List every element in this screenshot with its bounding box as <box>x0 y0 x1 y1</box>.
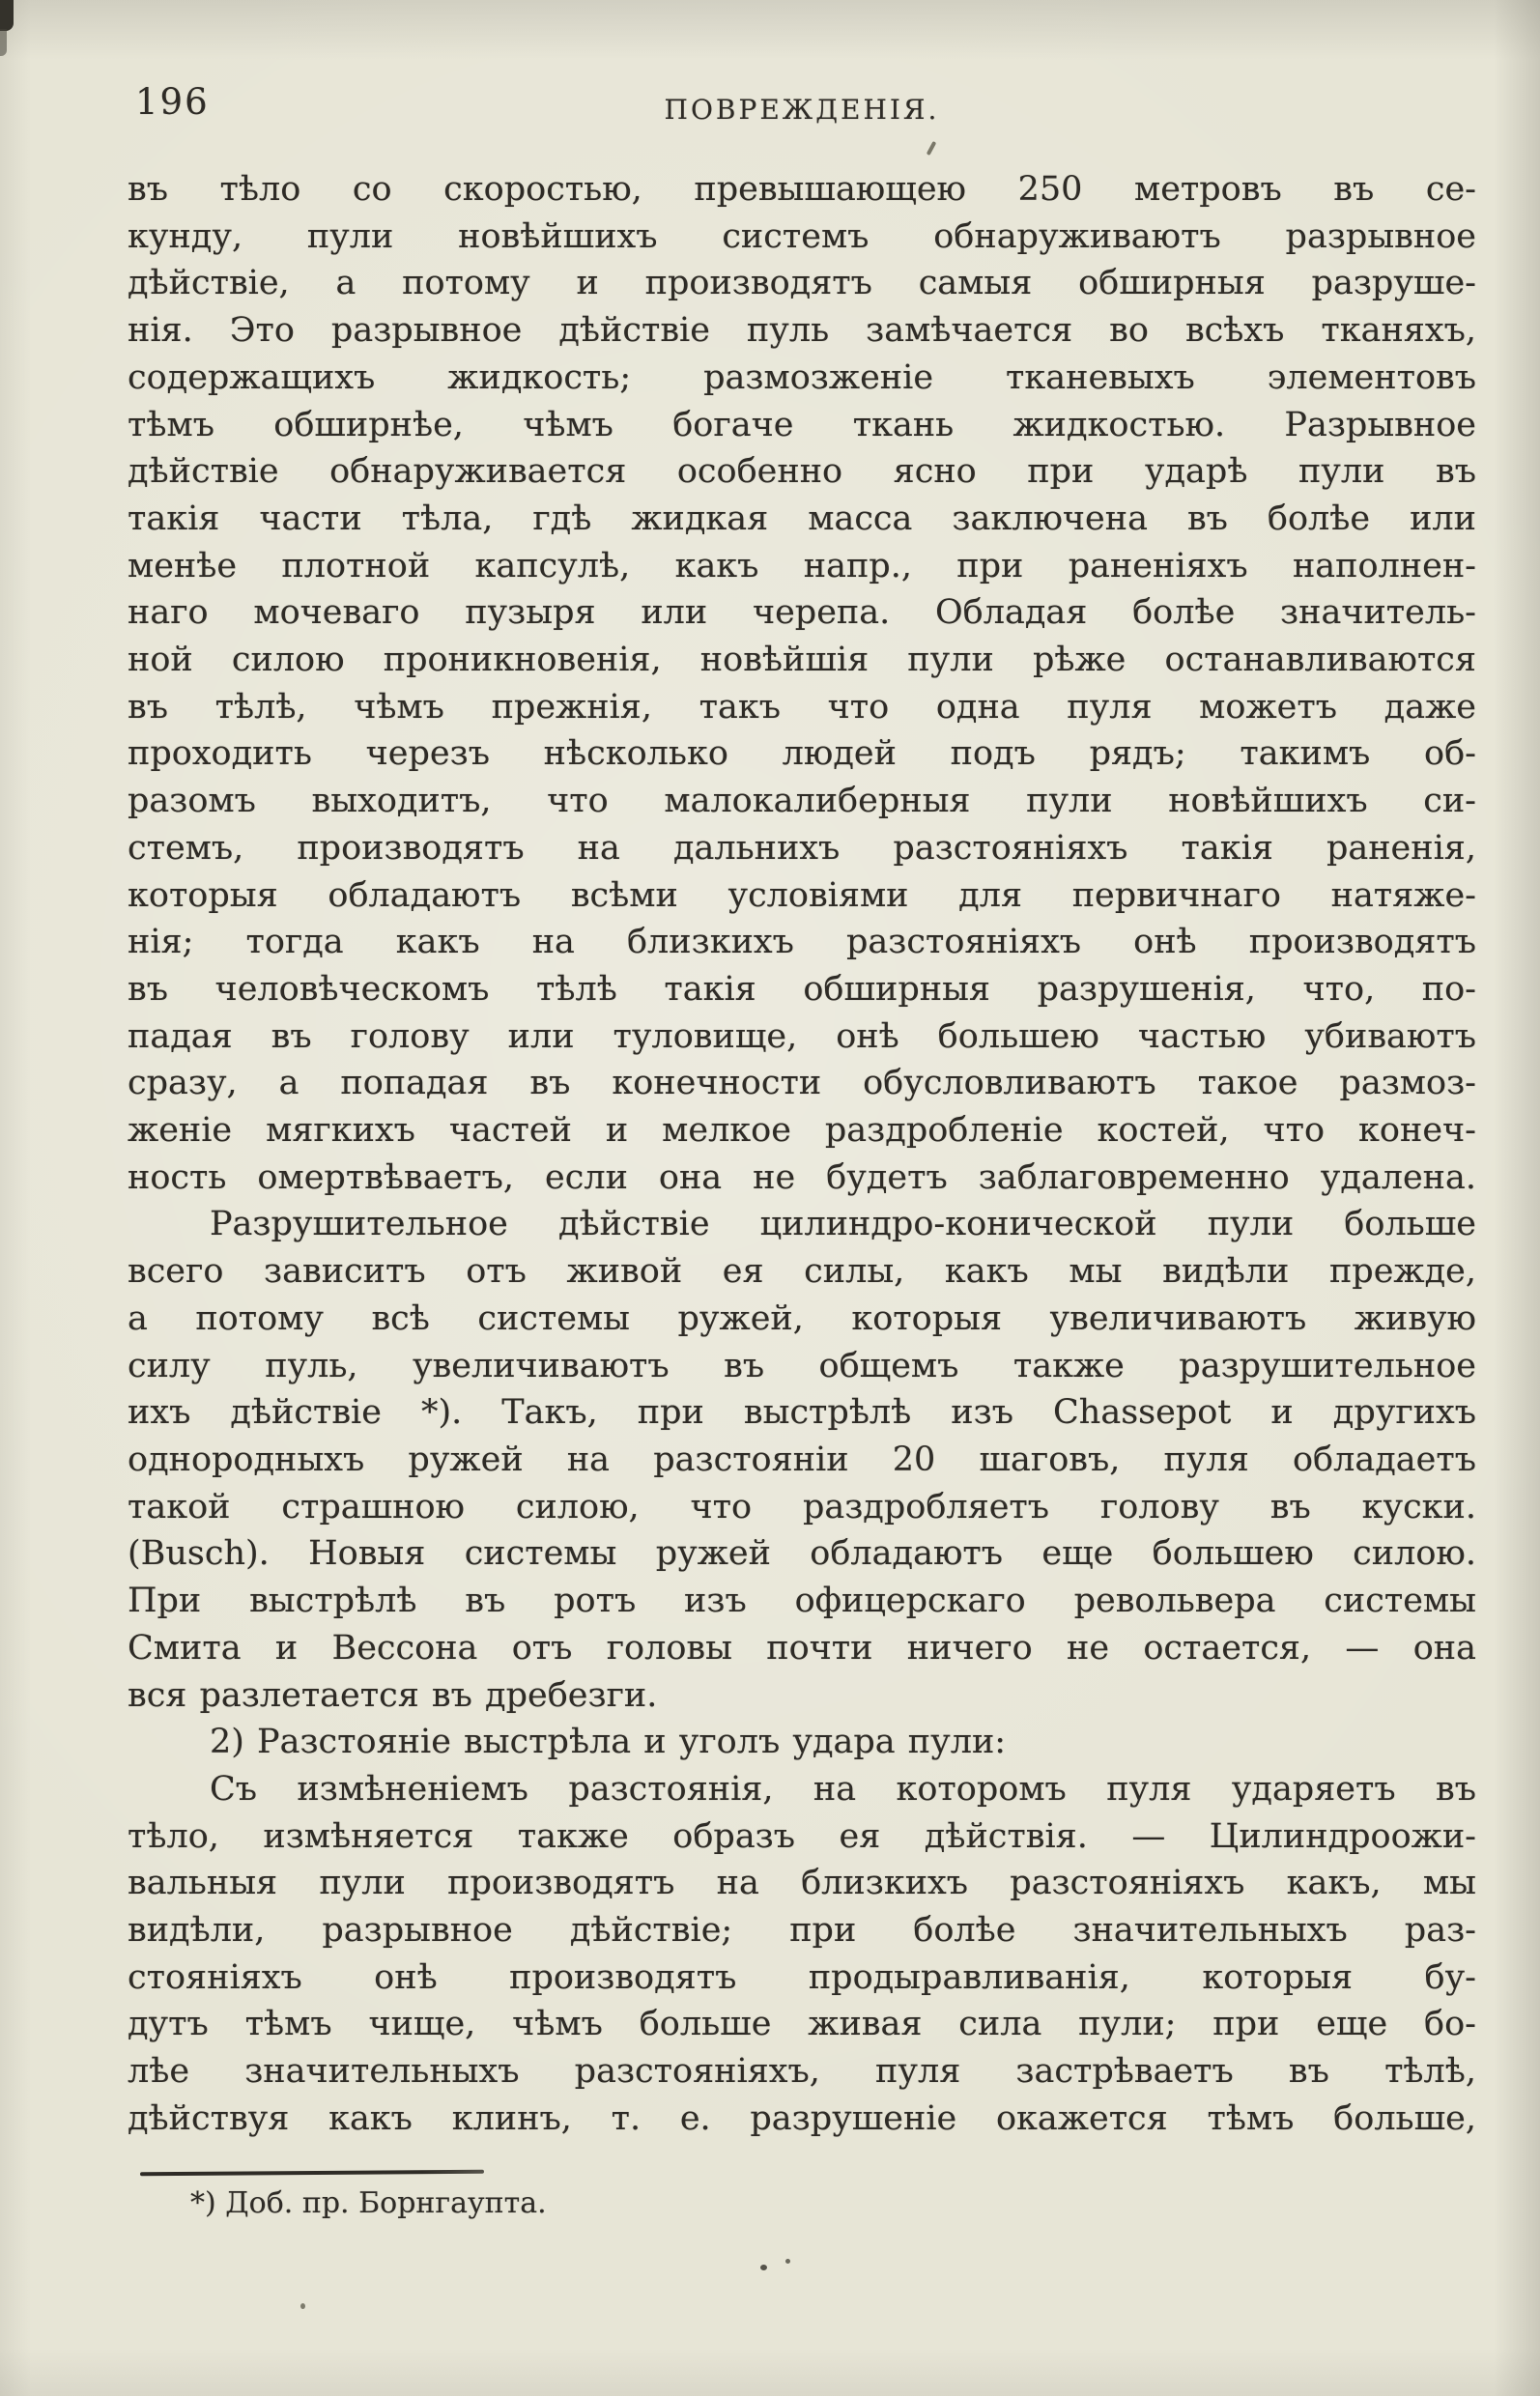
text-line: дѣйствіе обнаруживается особенно ясно при ударѣ пули въ <box>128 452 1476 492</box>
text-line: содержащихъ жидкость; размозженіе тканевыхъ элементовъ <box>128 357 1476 397</box>
text-line: При выстрѣлѣ въ ротъ изъ офицерскаго револьвера системы <box>128 1582 1476 1621</box>
text-line: въ тѣлѣ, чѣмъ прежнія, такъ что одна пуля можетъ даже <box>128 687 1476 727</box>
text-line: падая въ голову или туловище, онѣ большею частью убиваютъ <box>128 1016 1476 1056</box>
text-line: тѣло, измѣняется также образъ ея дѣйствія. — Цилиндроожи- <box>128 1816 1476 1856</box>
text-line: женіе мягкихъ частей и мелкое раздробленіе костей, что конеч- <box>128 1111 1476 1151</box>
text-line: Разрушительное дѣйствіе цилиндро-конической пули больше <box>210 1205 1476 1244</box>
text-line: наго мочеваго пузыря или черепа. Обладая болѣе значитель- <box>128 593 1476 633</box>
text-line: тѣмъ обширнѣе, чѣмъ богаче ткань жидкостью. Разрывное <box>128 405 1476 444</box>
text-line: вся разлетается въ дребезги. <box>128 1675 658 1715</box>
text-line: дѣйствуя какъ клинъ, т. е. разрушеніе окажется тѣмъ больше, <box>128 2098 1476 2138</box>
text-line: которыя обладаютъ всѣми условіями для первичнаго натяже- <box>128 875 1476 915</box>
text-line: нія. Это разрывное дѣйствіе пуль замѣчается во всѣхъ тканяхъ, <box>128 311 1476 351</box>
text-line: ной силою проникновенія, новѣйшія пули рѣже останавливаются <box>128 641 1476 680</box>
text-line: Съ измѣненіемъ разстоянія, на которомъ пуля ударяетъ въ <box>210 1769 1476 1809</box>
text-line: дѣйствіе, а потому и производятъ самыя обширныя разруше- <box>128 264 1476 303</box>
text-line: Смита и Вессона отъ головы почти ничего не остается, — она <box>128 1628 1476 1668</box>
text-line: стояніяхъ онѣ производятъ продыравливанія, которыя бу- <box>128 1957 1476 1997</box>
text-line: разомъ выходитъ, что малокалиберныя пули новѣйшихъ си- <box>128 782 1476 821</box>
scan-artifact-corner <box>0 0 14 31</box>
text-line: нія; тогда какъ на близкихъ разстояніяхъ онѣ производятъ <box>128 923 1476 962</box>
text-line: ихъ дѣйствіе *). Такъ, при выстрѣлѣ изъ Chassepot и другихъ <box>128 1393 1476 1433</box>
footnote: *) Доб. пр. Борнгаупта. <box>190 2186 547 2220</box>
text-line: проходить черезъ нѣсколько людей подъ рядъ; такимъ об- <box>128 734 1476 774</box>
scan-speck <box>300 2303 305 2309</box>
text-line: такой страшною силою, что раздробляетъ голову въ куски. <box>128 1487 1476 1526</box>
running-head: ПОВРЕЖДЕНІЯ. <box>664 94 940 126</box>
scan-artifact-corner-tail <box>0 29 7 56</box>
text-line: однородныхъ ружей на разстояніи 20 шаговъ, пуля обладаетъ <box>128 1440 1476 1479</box>
page-number: 196 <box>135 81 210 123</box>
text-line: (Busch). Новыя системы ружей обладаютъ еще большею силою. <box>128 1534 1476 1574</box>
scan-speck <box>785 2259 790 2264</box>
text-line: лѣе значительныхъ разстояніяхъ, пуля застрѣваетъ въ тѣлѣ, <box>128 2052 1476 2092</box>
text-line: ность омертвѣваетъ, если она не будетъ заблаговременно удалена. <box>128 1157 1476 1197</box>
text-line: силу пуль, увеличиваютъ въ общемъ также разрушительное <box>128 1346 1476 1385</box>
text-line: въ человѣческомъ тѣлѣ такія обширныя разрушенія, что, по- <box>128 969 1476 1009</box>
text-line: въ тѣло со скоростью, превышающею 250 метровъ въ се- <box>128 170 1476 209</box>
text-line: дутъ тѣмъ чище, чѣмъ больше живая сила пули; при еще бо- <box>128 2005 1476 2044</box>
text-line: кунду, пули новѣйшихъ системъ обнаруживаютъ разрывное <box>128 216 1476 256</box>
scan-speck <box>927 141 937 156</box>
text-line: стемъ, производятъ на дальнихъ разстояніяхъ такія раненія, <box>128 828 1476 868</box>
footnote-rule <box>140 2170 484 2176</box>
text-line: 2) Разстояніе выстрѣла и уголъ удара пули: <box>210 1723 1007 1762</box>
text-line: всего зависитъ отъ живой ея силы, какъ мы видѣли прежде, <box>128 1252 1476 1292</box>
body-text <box>128 166 1476 2143</box>
text-line: видѣли, разрывное дѣйствіе; при болѣе значительныхъ раз- <box>128 1911 1476 1951</box>
text-line: а потому всѣ системы ружей, которыя увеличиваютъ живую <box>128 1298 1476 1338</box>
text-line: менѣе плотной капсулѣ, какъ напр., при раненіяхъ наполнен- <box>128 546 1476 585</box>
text-line: вальныя пули производятъ на близкихъ разстояніяхъ какъ, мы <box>128 1864 1476 1903</box>
text-line: такія части тѣла, гдѣ жидкая масса заключена въ болѣе или <box>128 499 1476 538</box>
scan-speck <box>760 2265 767 2270</box>
text-line: сразу, а попадая въ конечности обусловливаютъ такое размоз- <box>128 1064 1476 1103</box>
